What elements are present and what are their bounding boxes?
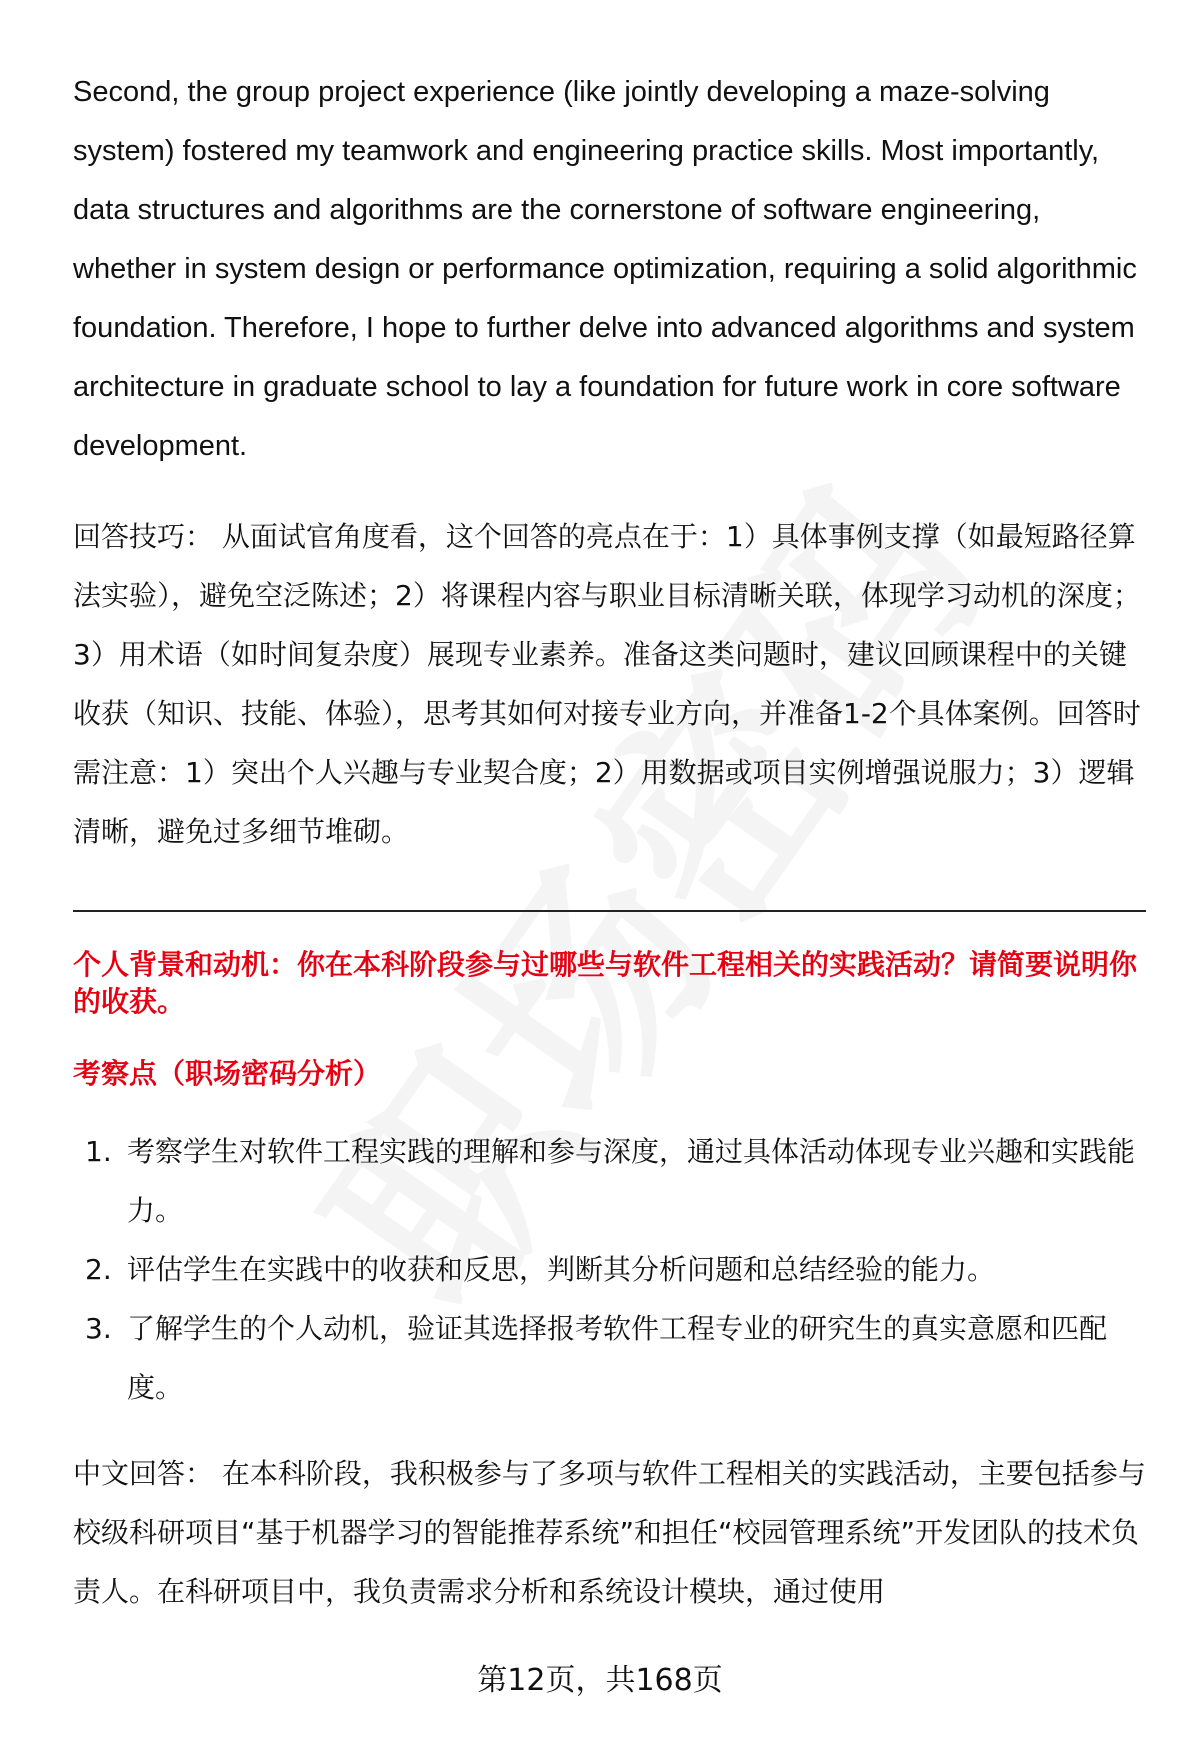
- list-item: 3. 了解学生的个人动机，验证其选择报考软件工程专业的研究生的真实意愿和匹配度。: [85, 1312, 1108, 1404]
- question-heading: 个人背景和动机：你在本科阶段参与过哪些与软件工程相关的实践活动？请简要说明你的收获。: [73, 948, 1138, 1018]
- analysis-list: [73, 1122, 1148, 1417]
- analysis-heading: 考察点（职场密码分析）: [73, 1057, 382, 1090]
- page-number: 第12页，共168页: [477, 1663, 723, 1698]
- tips-paragraph: 回答技巧： 从面试官角度看，这个回答的亮点在于：1）具体事例支撑（如最短路径算法实验），避免空泛陈述；2）将课程内容与职业目标清晰关联，体现学习动机的深度；3）用术语（如时间复杂度）展现专业素养。准备这类问题时，建议回顾课程中的关键收获（知识、技能、体验），思考其如何对接专业方向，并准备1-2个具体案例。回答时需注意：1）突出个人兴趣与专业契合度；2）用数据或项目实例增强说服力；3）逻辑清晰，避免过多细节堆砌。: [73, 520, 1141, 848]
- divider: [73, 910, 1146, 912]
- list-item: 1. 考察学生对软件工程实践的理解和参与深度，通过具体活动体现专业兴趣和实践能力。: [85, 1135, 1136, 1227]
- english-paragraph: Second, the group project experience (like jointly developing a maze-solving system) fostered my teamwork and engineering practice skills. Most importantly, data structures and algorithms are the cornerstone of software engineering, whether in system design or performance optimization, requiring a solid algorithmic foundation. Therefore, I hope to further delve into advanced algorithms and system architecture in graduate school to lay a foundation for future work in core software development.: [73, 76, 1137, 462]
- chinese-answer: 中文回答： 在本科阶段，我积极参与了多项与软件工程相关的实践活动，主要包括参与校级科研项目“基于机器学习的智能推荐系统”和担任“校园管理系统”开发团队的技术负责人。在科研项目中，我负责需求分析和系统设计模块，通过使用: [73, 1457, 1146, 1608]
- list-item: 2. 评估学生在实践中的收获和反思，判断其分析问题和总结经验的能力。: [85, 1253, 996, 1286]
